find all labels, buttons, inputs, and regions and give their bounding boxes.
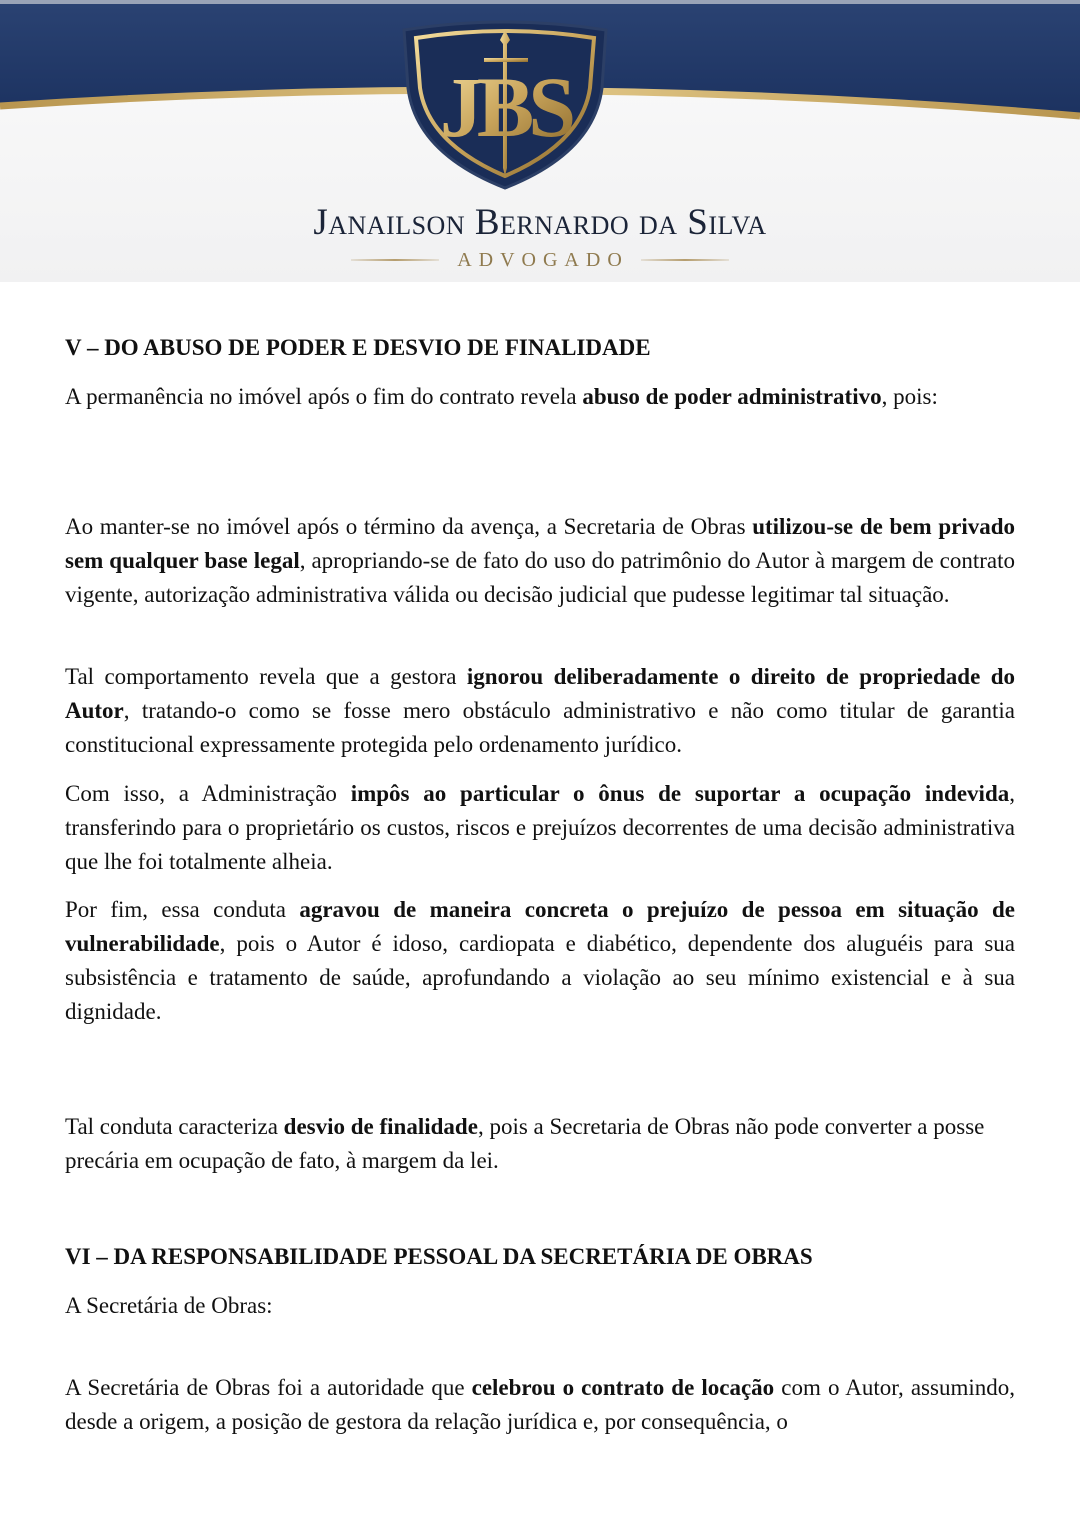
text: com o Autor, assumindo, desde a origem, a posição de gestora da relação jurídica e, por consequência, o (65, 1375, 1015, 1434)
text: Com isso, a Administração (65, 781, 351, 806)
section-v-paragraph-3 (65, 777, 1015, 879)
paragraph (65, 777, 1015, 879)
text: Tal comportamento revela que a gestora (65, 664, 467, 689)
paragraph (65, 1289, 1015, 1323)
bold-text: desvio de finalidade (283, 1114, 478, 1139)
paragraph (65, 510, 1015, 612)
section-v-paragraph-2 (65, 660, 1015, 762)
section-heading: V – DO ABUSO DE PODER E DESVIO DE FINALIDADE (65, 335, 651, 360)
text: , tratando-o como se fosse mero obstáculo administrativo e não como titular de garantia constitucional expressamente protegida pelo ordenamento jurídico. (65, 698, 1015, 757)
bold-text: ignorou deliberadamente o direito de propriedade do Autor (65, 664, 1015, 723)
bold-text: utilizou-se de bem privado sem qualquer base legal (65, 514, 1015, 573)
text: A permanência no imóvel após o fim do contrato revela (65, 384, 583, 409)
text: , transferindo para o proprietário os custos, riscos e prejuízos decorrentes de uma decisão administrativa que lhe foi totalmente alheia. (65, 781, 1015, 874)
text: Ao manter-se no imóvel após o término da avença, a Secretaria de Obras (65, 514, 753, 539)
section-vi-heading-block (65, 1240, 1015, 1274)
firm-name: Janailson Bernardo da Silva (313, 202, 767, 243)
bold-text: agravou de maneira concreta o prejuízo de pessoa em situação de vulnerabilidade (65, 897, 1015, 956)
title-rule-right (641, 259, 729, 261)
text: , pois a Secretaria de Obras não pode converter a posse precária em ocupação de fato, à margem da lei. (65, 1114, 985, 1173)
text: , pois o Autor é idoso, cardiopata e diabético, dependente dos aluguéis para sua subsistência e tratamento de saúde, aprofundando a violação ao seu mínimo existencial e à sua dignidade. (65, 931, 1015, 1024)
text: Por fim, essa conduta (65, 897, 300, 922)
text: A Secretária de Obras foi a autoridade que (65, 1375, 472, 1400)
paragraph (65, 380, 1015, 414)
monogram-text: JBS (439, 59, 571, 155)
section-vi-paragraph-1 (65, 1371, 1015, 1439)
text: , pois: (881, 384, 938, 409)
paragraph (65, 1110, 1015, 1178)
paragraph (65, 893, 1015, 1029)
bold-text: abuso de poder administrativo (582, 384, 882, 409)
section-v-conclusion (65, 1110, 1015, 1178)
section-v-paragraph-4 (65, 893, 1015, 1029)
section-v-intro (65, 380, 1015, 414)
bold-text: celebrou o contrato de locação (471, 1375, 775, 1400)
paragraph (65, 1371, 1015, 1439)
jbs-shield-logo (394, 18, 616, 190)
title-rule-left (351, 259, 439, 261)
section-v-paragraph-1 (65, 510, 1015, 612)
section-v-heading-block (65, 331, 1015, 365)
firm-title-row (0, 247, 1080, 273)
text: , apropriando-se de fato do uso do patrimônio do Autor à margem de contrato vigente, autorização administrativa válida ou decisão judicial que pudesse legitimar tal situação. (65, 548, 1015, 607)
section-vi-intro (65, 1289, 1015, 1323)
text: Tal conduta caracteriza (65, 1114, 284, 1139)
firm-title: ADVOGADO (457, 249, 629, 271)
paragraph (65, 660, 1015, 762)
text: A Secretária de Obras: (65, 1293, 273, 1318)
section-heading: VI – DA RESPONSABILIDADE PESSOAL DA SECRETÁRIA DE OBRAS (65, 1244, 813, 1269)
bold-text: impôs ao particular o ônus de suportar a ocupação indevida (350, 781, 1010, 806)
letterhead (0, 0, 1080, 282)
